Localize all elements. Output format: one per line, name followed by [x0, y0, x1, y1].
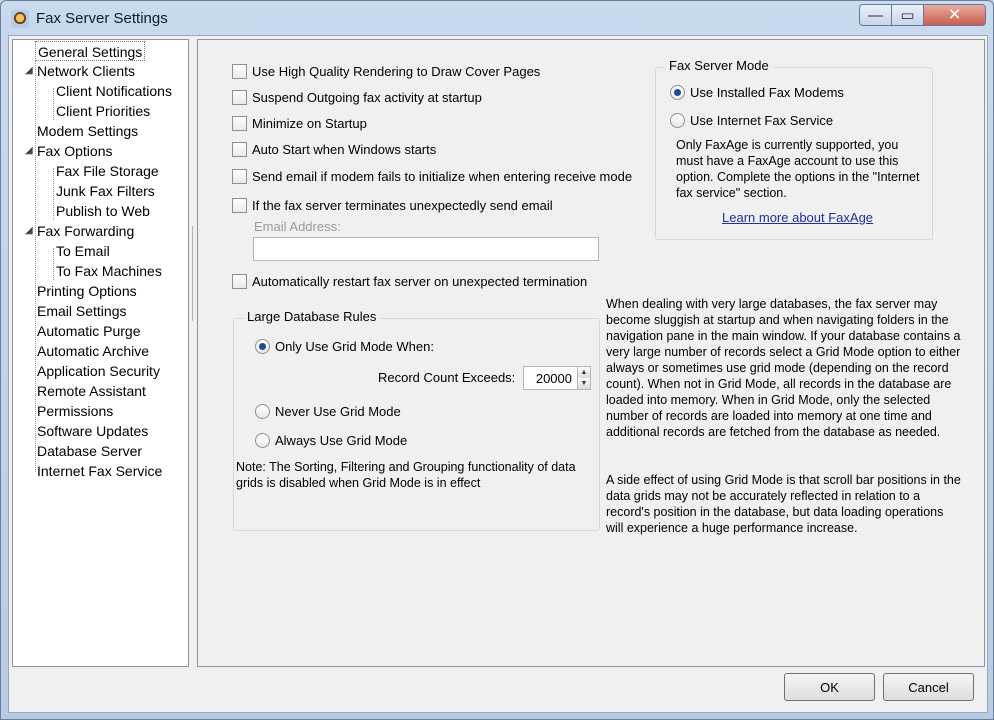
app-icon [11, 10, 29, 28]
maximize-button[interactable]: ▭ [891, 4, 924, 26]
tree-item-fax-file-storage[interactable]: Fax File Storage [56, 163, 159, 179]
terminate-email-label: If the fax server terminates unexpectedly send email [252, 198, 553, 213]
panel-splitter[interactable] [192, 226, 196, 321]
tree-item-database-server[interactable]: Database Server [37, 443, 143, 459]
close-button[interactable]: × [923, 4, 986, 26]
restart-checkbox[interactable] [232, 274, 587, 289]
checkbox-box[interactable] [232, 198, 247, 213]
fax-server-mode-group [655, 58, 933, 240]
record-count-label: Record Count Exceeds: [378, 370, 516, 385]
tree-item-software-updates[interactable]: Software Updates [37, 423, 149, 439]
checkbox-box[interactable] [232, 64, 247, 79]
modem-email-label: Send email if modem fails to initialize when entering receive mode [252, 169, 633, 184]
checkbox-box[interactable] [232, 274, 247, 289]
tree-line [53, 248, 54, 280]
suspend-checkbox[interactable] [232, 90, 482, 105]
email-address-label: Email Address: [254, 219, 341, 234]
tree-item-client-notifications[interactable]: Client Notifications [56, 83, 172, 99]
internet-fax-label: Use Internet Fax Service [690, 113, 834, 128]
autostart-checkbox[interactable] [232, 142, 436, 157]
always-grid-mode-radio[interactable] [255, 433, 407, 448]
tree-line [53, 168, 54, 220]
checkbox-box[interactable] [232, 90, 247, 105]
internet-fax-radio[interactable] [670, 113, 833, 128]
record-count-spinner[interactable] [523, 366, 591, 390]
faxage-link[interactable]: Learn more about FaxAge [722, 210, 874, 225]
tree-item-email-settings[interactable]: Email Settings [37, 303, 127, 319]
record-count-value[interactable]: 20000 [535, 371, 572, 386]
terminate-email-checkbox[interactable] [232, 198, 553, 213]
tree-item-general-settings[interactable]: General Settings [35, 41, 145, 61]
spin-down-icon[interactable]: ▼ [577, 378, 590, 389]
tree-item-application-security[interactable]: Application Security [37, 363, 160, 379]
cancel-button[interactable]: Cancel [883, 673, 974, 701]
never-grid-mode-label: Never Use Grid Mode [275, 404, 401, 419]
checkbox-box[interactable] [232, 142, 247, 157]
grid-mode-description-2: A side effect of using Grid Mode is that scroll bar positions in the data grids may not be accurately reflected in relation to a record's position in the database, but data loading operations will experience a huge performance increase. [606, 473, 961, 535]
checkbox-box[interactable] [232, 169, 247, 184]
tree-item-client-priorities[interactable]: Client Priorities [56, 103, 151, 119]
tree-line [35, 61, 36, 472]
installed-modems-label: Use Installed Fax Modems [690, 85, 844, 100]
tree-item-permissions[interactable]: Permissions [37, 403, 114, 419]
grid-mode-description-1: When dealing with very large databases, the fax server may become sluggish at startup and when navigating folders in the navigation pane in the main window. If your database contains a very large number of records select a Grid Mode option to either always or sometimes use grid mode (depending on the record count). When not in Grid Mode, all records in the database are loaded into memory. When in Grid Mode, only the selected number of records are loaded into memory at one time and additional records are fetched from the database as needed. [606, 297, 961, 439]
spin-up-icon[interactable]: ▲ [577, 367, 590, 378]
tree-item-network-clients[interactable]: Network Clients [37, 63, 136, 79]
radio-unselected[interactable] [670, 113, 685, 128]
large-database-rules-title: Large Database Rules [243, 309, 380, 324]
collapse-arrow-icon[interactable]: ◢ [25, 65, 33, 76]
restart-label: Automatically restart fax server on unexpected termination [252, 274, 588, 289]
dialog-content [8, 35, 988, 713]
ok-button[interactable]: OK [784, 673, 875, 701]
tree-item-remote-assistant[interactable]: Remote Assistant [37, 383, 146, 399]
tree-item-to-email[interactable]: To Email [56, 243, 110, 259]
tree-item-junk-fax-filters[interactable]: Junk Fax Filters [56, 183, 155, 199]
tree-item-automatic-purge[interactable]: Automatic Purge [37, 323, 141, 339]
collapse-arrow-icon[interactable]: ◢ [25, 225, 33, 236]
always-grid-mode-label: Always Use Grid Mode [275, 433, 408, 448]
window-title: Fax Server Settings [36, 10, 168, 27]
autostart-label: Auto Start when Windows starts [252, 142, 437, 157]
tree-item-internet-fax-service[interactable]: Internet Fax Service [37, 463, 163, 479]
installed-modems-radio[interactable] [670, 85, 844, 100]
settings-tree[interactable] [12, 39, 189, 667]
fax-server-mode-title: Fax Server Mode [665, 58, 773, 73]
tree-line [53, 88, 54, 120]
minimize-label: Minimize on Startup [252, 116, 367, 131]
tree-item-fax-forwarding[interactable]: Fax Forwarding [37, 223, 135, 239]
faxage-note: Only FaxAge is currently supported, you must have a FaxAge account to use this option. Complete the options in the "Internet fax service" section. [676, 138, 920, 200]
grid-mode-note: Note: The Sorting, Filtering and Grouping functionality of data grids is disabled when Grid Mode is in effect [236, 460, 576, 490]
tree-item-modem-settings[interactable]: Modem Settings [37, 123, 139, 139]
email-address-input[interactable] [253, 237, 599, 261]
tree-item-publish-to-web[interactable]: Publish to Web [56, 203, 150, 219]
never-grid-mode-radio[interactable] [255, 404, 401, 419]
checkbox-box[interactable] [232, 116, 247, 131]
radio-unselected[interactable] [255, 404, 270, 419]
only-grid-mode-radio[interactable] [255, 339, 434, 354]
high-quality-label: Use High Quality Rendering to Draw Cover Pages [252, 64, 541, 79]
radio-unselected[interactable] [255, 433, 270, 448]
minimize-button[interactable]: — [859, 4, 892, 26]
title-bar[interactable] [1, 1, 993, 35]
suspend-label: Suspend Outgoing fax activity at startup [252, 90, 482, 105]
high-quality-checkbox[interactable] [232, 64, 540, 79]
radio-selected[interactable] [255, 339, 270, 354]
modem-email-checkbox[interactable] [232, 169, 632, 184]
tree-item-to-fax-machines[interactable]: To Fax Machines [56, 263, 162, 279]
large-database-rules-group [233, 309, 600, 531]
general-settings-panel [197, 39, 985, 667]
radio-selected[interactable] [670, 85, 685, 100]
minimize-checkbox[interactable] [232, 116, 367, 131]
collapse-arrow-icon[interactable]: ◢ [25, 145, 33, 156]
tree-item-fax-options[interactable]: Fax Options [37, 143, 113, 159]
tree-item-printing-options[interactable]: Printing Options [37, 283, 137, 299]
only-grid-mode-label: Only Use Grid Mode When: [275, 339, 434, 354]
tree-item-automatic-archive[interactable]: Automatic Archive [37, 343, 150, 359]
